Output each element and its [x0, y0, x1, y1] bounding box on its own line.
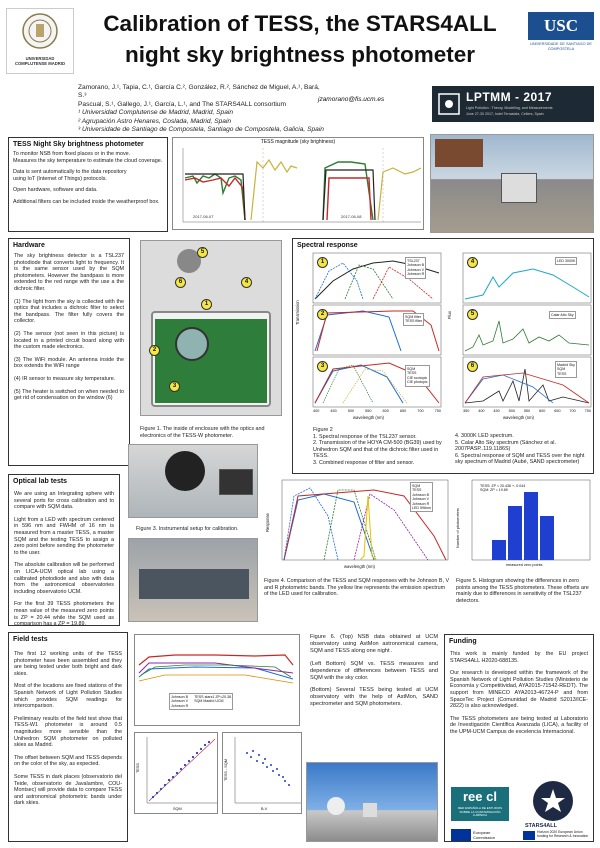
sqm-vs-tess-scatter — [134, 732, 218, 814]
horizon-flag-icon — [523, 831, 535, 840]
tess-intro-title: TESS Night Sky brightness photometer — [13, 141, 144, 148]
funding-para-2: Our research is developed within the framework of the Spanish Network of Light Pollution Studies (Ministerio de Economía y Competitividad, AYA2015-71542-REDT). The support from MINECO AYA2013-46724-P and from SpaceTec Project (Comunidad de Madrid S2013/ICE-2822) is also acknowledged. — [450, 670, 588, 710]
tess-magnitude-svg — [173, 138, 424, 230]
fig4-legend-item: Johnson V — [412, 497, 429, 502]
callout-6: 6 — [175, 277, 186, 288]
affiliation-1: ¹ Universidad Complutense de Madrid, Madrid, Spain — [78, 109, 234, 117]
field-para-3: Preliminary results of the field test show that TESS-W1 photometer is around 0.5 magnitudes more sensible than the Unihedron SQM photometer on polluted skies as Madrid. — [14, 715, 122, 749]
spectral-callout-3: 3 — [317, 361, 328, 372]
usc-logo-subtext: UNIVERSIDADE DE SANTIAGO DE COMPOSTELA — [530, 42, 592, 51]
field-box — [8, 632, 128, 842]
astmon-shape — [327, 797, 345, 815]
roof-tiles-shape — [435, 139, 483, 167]
legend-3-item: SQM — [407, 367, 416, 371]
legend-1-item: Johnson R — [407, 272, 425, 277]
optical-para-2: Light from a LED with spectrum centered in 596 nm and FWHM of 16 nm is measured from a master TESS, a master SQM and the testing TESS to assign a zero point before sending the photometer to the user. — [14, 516, 114, 556]
spectral-xticks-left — [313, 409, 441, 413]
scatter2-ylabel: TESS - SQM — [224, 759, 228, 781]
legend-6-item: Madrid Sky — [557, 363, 575, 367]
field-para-2: Most of the locations are fixed stations of the Spanish Network of Light Pollution Studies which provides SQM readings for intercomparison. — [14, 683, 122, 710]
fig5-ylabel: Number of photometers — [456, 508, 460, 548]
tess-intro-line: using IoT (Internet of Things) protocols. — [13, 175, 107, 182]
lptmm-title: LPTMM - 2017 — [466, 90, 553, 104]
fig5-legend — [480, 484, 525, 493]
legend-3 — [405, 365, 430, 387]
sphere-shape — [165, 451, 205, 491]
field-content — [14, 651, 122, 807]
legend-2 — [403, 313, 424, 326]
integrating-sphere-photo — [128, 444, 258, 518]
reecl-logo-subtext: RED ESPAÑOLA DE ESTUDIOS SOBRE LA CONTAMINACIÓN LUMÍNICA — [457, 806, 503, 818]
legend-6 — [555, 361, 577, 378]
fig4-caption: Figure 4. Comparison of the TESS and SQM responses with he Johnson B, V and R photometric bands. The yellow line represents the emission spectrum of the LED used for calibration. — [264, 578, 450, 598]
hardware-title: Hardware — [13, 242, 45, 249]
xtick: 600 — [382, 409, 389, 413]
poster-title — [78, 8, 522, 70]
contact-email[interactable]: jzamorano@fis.ucm.es — [318, 96, 385, 103]
field-ts-legend-item: Johnson V — [171, 699, 188, 704]
authors-line-1: Zamorano, J.¹, Tapia, C.¹, García C.², González, R.², Sánchez de Miguel, A.¹, Bará, S.³ — [78, 84, 320, 100]
eu-commission-text: European Commission — [473, 830, 496, 840]
laptop-shape — [219, 469, 253, 495]
fig5-legend-tess: TESS: ZP = 20.436 +- 0.044 — [480, 484, 526, 488]
field-timeseries-svg — [135, 635, 300, 726]
legend-2-item: SQM filter — [405, 315, 421, 319]
lptmm-banner — [432, 86, 594, 122]
tess-chart-date-1: 2017-06-07 — [193, 214, 214, 219]
fig2-item: 4. 3000K LED spectrum. — [455, 433, 514, 439]
callout-1: 1 — [201, 299, 212, 310]
reecl-logo — [451, 787, 509, 821]
scatter2-xlabel: B-V — [261, 807, 268, 811]
star-icon — [533, 781, 573, 821]
fig4-legend-item: Johnson B — [412, 492, 429, 497]
xtick: 700 — [569, 409, 576, 413]
hardware-photo — [140, 240, 282, 416]
color-vs-diff-scatter — [222, 732, 302, 814]
tess-intro-box — [8, 137, 168, 232]
xtick: 500 — [347, 409, 355, 413]
hardware-item-5: (5) The heater is switched on when needed to get rid of condensation on the window (6) — [14, 388, 124, 402]
usc-logo-mark: USC — [528, 12, 594, 40]
spectral-box — [292, 238, 594, 474]
spectral-callout-2: 2 — [317, 309, 328, 320]
fig5-histogram — [456, 476, 594, 572]
fig2-item: 3. Combined response of filter and sensor. — [313, 459, 415, 466]
xtick: 650 — [399, 409, 407, 413]
fig5-legend-sqm: SQM: ZP = 19.89 — [480, 488, 508, 493]
legend-1 — [405, 257, 426, 279]
fig2-caption-right — [455, 433, 591, 466]
hardware-item-1: (1) The light from the sky is collected with the optics that includes a dichroic filter to select the bandpass. The filter fully covers the collector. — [14, 298, 124, 325]
spectral-title: Spectral response — [297, 242, 358, 249]
callout-4: 4 — [241, 277, 252, 288]
funding-content — [450, 651, 588, 736]
eu-flag-icon — [451, 829, 471, 841]
ucm-logo-text: UNIVERSIDAD COMPLUTENSE MADRID — [14, 56, 66, 66]
field-ts-legend-item: Johnson R — [171, 703, 189, 708]
xtick: 350 — [463, 409, 470, 413]
lptmm-subtitle: Light Pollution : Theory, Modelling, and Measurements — [466, 106, 553, 110]
optical-content — [14, 491, 114, 628]
lptmm-dates: June 27-30 2017, hotel Terraslatz, Cellers, Spain — [466, 112, 544, 116]
spectral-xticks-right — [463, 409, 591, 413]
spectral-callout-6: 6 — [467, 361, 478, 372]
xtick: 750 — [584, 409, 591, 413]
fig4-legend-item: LED 596nm — [412, 506, 431, 511]
field-title: Field tests — [13, 636, 48, 643]
lab-bench-photo — [128, 538, 258, 622]
lptmm-logo-icon — [436, 91, 462, 117]
optical-title: Optical lab tests — [13, 478, 68, 485]
tess-unit-shape — [363, 803, 377, 817]
spectral-callout-1: 1 — [317, 257, 328, 268]
fig2-title: Figure 2 — [313, 427, 333, 433]
hardware-item-2: (2) The sensor (not seen in this picture) is located in a printed circuit board along with the custom made electronics. — [14, 330, 124, 351]
tess-magnitude-chart — [172, 137, 424, 230]
xtick: 400 — [478, 409, 485, 413]
callout-3: 3 — [169, 381, 180, 392]
legend-6-item: TESS — [557, 371, 567, 376]
tess-intro-line: Open hardware, software and data. — [13, 187, 98, 194]
hardware-intro: The sky brightness detector is a TSL237 photodiode that converts light to frequency. It is the same sensor used by the SQM photometers. However the bandpass is more extended to the red range with the use a the dichroic filter. — [14, 253, 124, 292]
fig2-item: 2. Transmission of the HOYA CM-500 (BG39) used by Unihedron SQM and that of the dichroic filter used in TESS. — [313, 440, 442, 460]
legend-4: LED 3000K — [557, 259, 576, 263]
xtick: 600 — [539, 409, 546, 413]
fig5-xlabel: measured zero points — [506, 563, 543, 567]
ucm-crest-icon — [7, 9, 73, 51]
xtick: 450 — [493, 409, 500, 413]
tess-intro-line: Data is sent automatically to the data repository — [13, 169, 127, 176]
legend-1-item: Johnson V — [407, 267, 424, 272]
field-ts-legend — [169, 693, 233, 710]
optical-para-4: For the first 39 TESS photometers the mean value of the measured zero points is ZP = 20.44 while the SQM used as comparison has a ZP = 19.89. — [14, 601, 114, 628]
rooftop-photo — [430, 134, 594, 233]
tess-intro-line: To monitor NSB from fixed places or in the move. — [13, 151, 131, 157]
xtick: 500 — [508, 409, 515, 413]
xtick: 550 — [523, 409, 531, 413]
optical-box — [8, 474, 120, 626]
fig4-legend — [410, 482, 433, 512]
field-para-1: The first 12 working units of the TESS photometer have been assembled and they are being tested under both bright and dark skies. — [14, 651, 122, 677]
fig2-item: 6. Spectral response of SQM and TESS over the night sky spectrum of Madrid (Aubé, SAND spectrometer) — [455, 452, 585, 466]
spectral-ylabel-right: Flux — [447, 311, 452, 319]
spectral-callout-5: 5 — [467, 309, 478, 320]
xtick: 400 — [313, 409, 320, 413]
legend-3-item: CIE photopic — [407, 380, 428, 385]
tess-device-photo-shape — [501, 173, 537, 203]
hardware-content — [14, 253, 124, 402]
horizon-2020-text: Horizon 2020 European Union funding for Research & Innovation — [537, 830, 589, 838]
tess-chart-title: TESS magnitude (sky brightness) — [260, 139, 336, 145]
fig6-caption — [310, 634, 438, 714]
fig4-ylabel: Response — [265, 513, 270, 532]
funding-para-1: This work is mainly funded by the EU project STARS4ALL H2020-688135. — [450, 651, 588, 664]
fig1-caption: Figure 1. The inside of enclosure with the optics and electronics of the TESS-W photometer. — [140, 426, 265, 439]
xtick: 700 — [417, 409, 424, 413]
stars4all-logo — [533, 781, 573, 821]
funding-title: Funding — [449, 638, 477, 645]
legend-5: Calar Alto Sky — [551, 313, 574, 317]
fig4-xlabel: wavelength (nm) — [344, 564, 375, 569]
bench-shape — [139, 569, 249, 599]
usc-logo — [528, 12, 594, 58]
fig4-legend-item: SQM — [412, 484, 421, 488]
fig2-item: 5. Calar Alto Sky spectrum (Sánchez et al. 2007PASP..119.1186S) — [455, 439, 556, 453]
fig4-response-chart — [264, 476, 452, 572]
field-para-5: Some TESS in dark places (observatorio del Teide, observatorio de Javalambre, COU-Montsec) will provide data to compare TESS and astronomical photometric bands under dark skies. — [14, 773, 122, 807]
spectral-ylabel-left: Transmission — [295, 300, 300, 325]
hardware-box — [8, 238, 130, 466]
reecl-logo-text: ree cl — [463, 789, 497, 804]
affiliation-3: ³ Universidade de Santiago de Compostela, Santiago de Compostela, Galicia, Spain — [78, 126, 324, 134]
author-block — [78, 84, 328, 134]
optical-para-1: We are using an Integrating sphere with several ports for cross calibration and to compare with SQM data. — [14, 491, 114, 511]
funding-para-3: The TESS photometers are being tested at Laboratorio de Investigación Científica Avanzada (LICA), a facility of the UPM-UCM Campus de excelencia Internacional. — [450, 715, 588, 735]
scatter1-svg — [135, 733, 218, 814]
affiliation-2: ² Agrupación Astro Henares, Coslada, Madrid, Spain — [78, 117, 232, 125]
fig2-item: 1. Spectral response of the TSL237 sensor. — [313, 433, 417, 440]
xtick: 450 — [330, 409, 337, 413]
xtick: 750 — [434, 409, 441, 413]
funding-box — [444, 634, 594, 842]
legend-3-item: CIE scotopic — [407, 375, 428, 380]
tess-intro-line: Measures the sky temperature to estimate the cloud coverage. — [13, 157, 163, 164]
fig5-caption: Figure 5. Histogram showing the differences in zero points among the TESS photometers. These offsets are mainly due to differences in sensitivity of the TSL237 detectors. — [456, 578, 589, 604]
legend-6-item: SQM — [557, 367, 566, 372]
fig6-para-1: Figure 6. (Top) NSB data obtained at UCM observatory using AstMon astronomical camera, SQM and TESS along one night . — [310, 634, 438, 654]
legend-1-item: Johnson B — [407, 263, 424, 268]
fig4-legend-item: TESS — [412, 488, 422, 493]
scatter2-svg — [223, 733, 302, 814]
fig6-para-2: (Left Bottom) SQM vs. TESS measures and dependence of differences between TESS and SQM with the sky color. — [310, 660, 438, 681]
field-ts-legend-item: Johnson B — [171, 695, 188, 699]
scatter1-ylabel: TESS — [136, 763, 140, 773]
title-line-1: Calibration of TESS, the STARS4ALL — [103, 11, 497, 36]
spectral-plots-svg — [293, 251, 593, 417]
tess-intro-lines — [13, 151, 163, 206]
field-timeseries-chart — [134, 634, 300, 726]
spectral-callout-4: 4 — [467, 257, 478, 268]
legend-3-item: TESS — [407, 371, 417, 376]
xtick: 550 — [365, 409, 372, 413]
field-ts-legend-item: SQM Madrid UCM — [194, 699, 224, 704]
fig4-legend-item: Johnson R — [412, 501, 430, 506]
legend-1-item: TSL237 — [407, 259, 420, 263]
fig6-para-3: (Bottom) Several TESS being tested at UCM observatory with the help of AstMon, SAND spectrometer and SQM photometers. — [310, 687, 438, 708]
fig3-caption: Figure 3. Instrumental setup for calibration. — [136, 526, 239, 532]
tess-chart-date-2: 2017-06-08 — [341, 214, 362, 219]
callout-2: 2 — [149, 345, 160, 356]
hardware-item-4: (4) IR sensor to measure sky temperature. — [14, 375, 116, 382]
spectral-xlabel-left: wavelength (nm) — [353, 415, 384, 420]
ucm-logo — [6, 8, 74, 74]
hardware-item-3: (3) The WiFi module. An antenna inside the box extends the WiFi range — [14, 356, 124, 370]
spectral-xlabel-right: wavelength (nm) — [503, 415, 534, 420]
authors-line-2: Pascual, S.¹, Gallego, J.¹, García, L.¹, and The STARS4ALL consortium — [78, 100, 287, 108]
optical-para-3: The absolute calibration will be performed on LICA-UCM optical lab using a calibrated photodiode and also with data from the astronomical observatories including observatorio UCM. — [14, 562, 114, 595]
field-para-4: The offset between SQM and TESS depends on the color of the sky, as expected. — [14, 754, 122, 768]
stars4all-text: STARS4ALL — [525, 823, 557, 829]
scatter1-xlabel: SQM — [173, 807, 182, 811]
fig2-caption-left — [313, 427, 443, 467]
ucm-rooftop-test-photo — [306, 762, 438, 842]
tess-intro-line: Additional filters can be included inside the weatherproof box. — [13, 198, 160, 205]
legend-2-item: TESS filter — [405, 319, 423, 324]
field-ts-legend-item: TESS stars1 ZP=20.38 — [194, 695, 232, 699]
title-line-2: night sky brightness photometer — [124, 42, 476, 67]
optics-shape — [175, 327, 209, 361]
xtick: 650 — [554, 409, 561, 413]
callout-5: 5 — [197, 247, 208, 258]
